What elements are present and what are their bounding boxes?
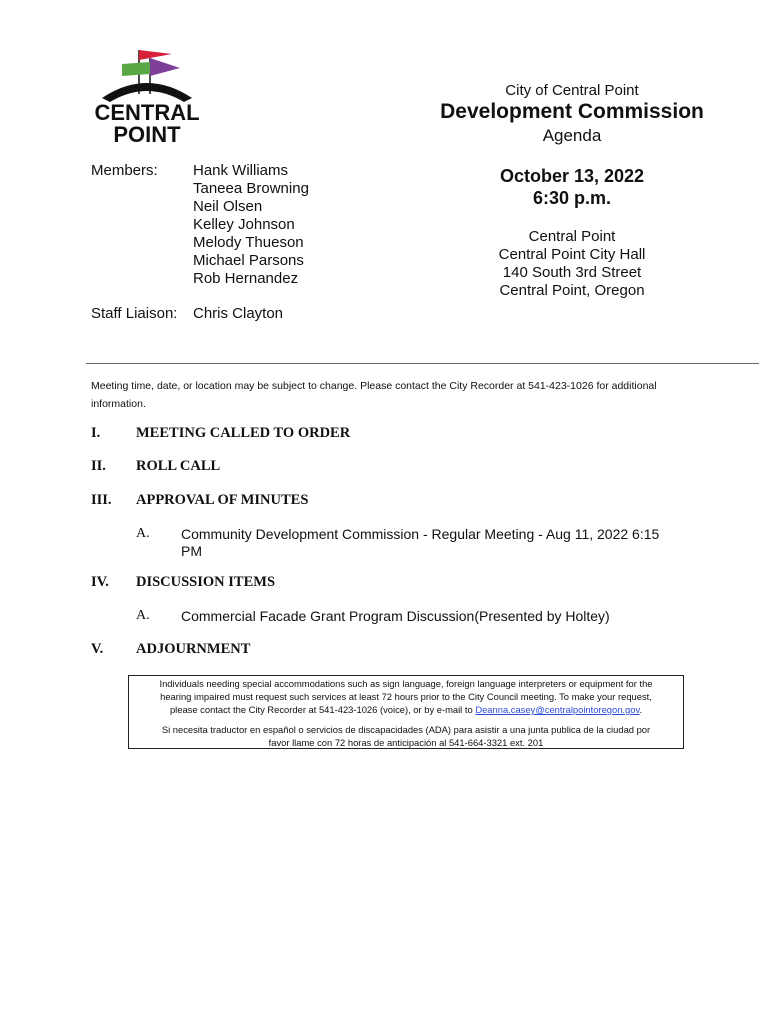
meeting-location (442, 228, 702, 300)
sub-item-text (181, 526, 681, 560)
staff-liaison-label: Staff Liaison: (91, 305, 178, 322)
accessibility-text: please contact the City Recorder at 541-423-1026 (voice), or by e-mail to (169, 704, 476, 715)
item-title: DISCUSSION ITEMS (136, 574, 276, 590)
location-line: 140 South 3rd Street (502, 264, 642, 281)
notice-line: Meeting time, date, or location may be subject to change. Please contact the City Recorder at 541-423-1026 for additional (91, 380, 657, 392)
item-title: ROLL CALL (136, 458, 221, 474)
sub-item-text: Commercial Facade Grant Program Discussion(Presented by Holtey) (181, 608, 610, 624)
member-name: Melody Thueson (193, 234, 304, 251)
member-name: Taneea Browning (193, 180, 309, 197)
change-notice (91, 377, 731, 413)
member-name: Hank Williams (193, 162, 289, 179)
central-point-logo (92, 46, 202, 146)
location-line: Central Point City Hall (498, 246, 646, 263)
member-name: Kelley Johnson (193, 216, 295, 233)
spanish-notice-line: Si necesita traductor en español o servicios de discapacidades (ADA) para asistir a una junta publica de la ciudad por (161, 724, 651, 735)
item-title: APPROVAL OF MINUTES (136, 492, 309, 508)
sub-item (0, 526, 770, 562)
sub-item (0, 608, 770, 628)
item-number: V. (91, 641, 104, 657)
location-line: Central Point (528, 228, 616, 245)
members-label: Members: (91, 162, 158, 179)
item-number: III. (91, 492, 112, 508)
accessibility-line: hearing impaired must request such services at least 72 hours prior to the City Council meeting. To make your request, (160, 691, 652, 702)
item-number: I. (91, 425, 101, 441)
sub-item-letter: A. (136, 526, 150, 541)
divider (86, 363, 759, 364)
city-name: City of Central Point (505, 82, 639, 99)
accessibility-text: . (639, 704, 643, 715)
accessibility-notice-box (128, 675, 684, 749)
member-name: Neil Olsen (193, 198, 263, 215)
red-flag-icon (139, 50, 172, 60)
item-number: IV. (91, 574, 109, 590)
meeting-time: 6:30 p.m. (532, 188, 612, 208)
sub-item-line: Community Development Commission - Regular Meeting - Aug 11, 2022 6:15 (181, 526, 660, 542)
accessibility-line (135, 703, 677, 716)
spanish-notice-line: favor llame con 72 horas de anticipación al 541-664-3321 ext. 201 (268, 737, 544, 748)
member-name: Rob Hernandez (193, 270, 299, 287)
item-title: ADJOURNMENT (136, 641, 251, 657)
location-line: Central Point, Oregon (499, 282, 645, 299)
item-title: MEETING CALLED TO ORDER (136, 425, 351, 441)
item-number: II. (91, 458, 106, 474)
meeting-date: October 13, 2022 (499, 166, 645, 186)
purple-flag-icon (150, 58, 180, 76)
green-flag-icon (122, 62, 150, 76)
members-list (193, 162, 309, 288)
sub-item-line: PM (181, 543, 202, 559)
staff-liaison-name: Chris Clayton (193, 305, 284, 322)
logo-text-central: CENTRAL (94, 100, 200, 125)
sub-item-letter: A. (136, 608, 150, 623)
logo-text-point: POINT (113, 122, 181, 146)
commission-title: Development Commission (440, 100, 704, 123)
notice-line: information. (91, 398, 146, 410)
accessibility-line: Individuals needing special accommodations such as sign language, foreign language interpreters or equipment for the (159, 678, 653, 689)
agenda-label: Agenda (542, 126, 602, 145)
recorder-email-link[interactable]: Deanna.casey@centralpointoregon.gov (475, 704, 640, 715)
member-name: Michael Parsons (193, 252, 304, 269)
